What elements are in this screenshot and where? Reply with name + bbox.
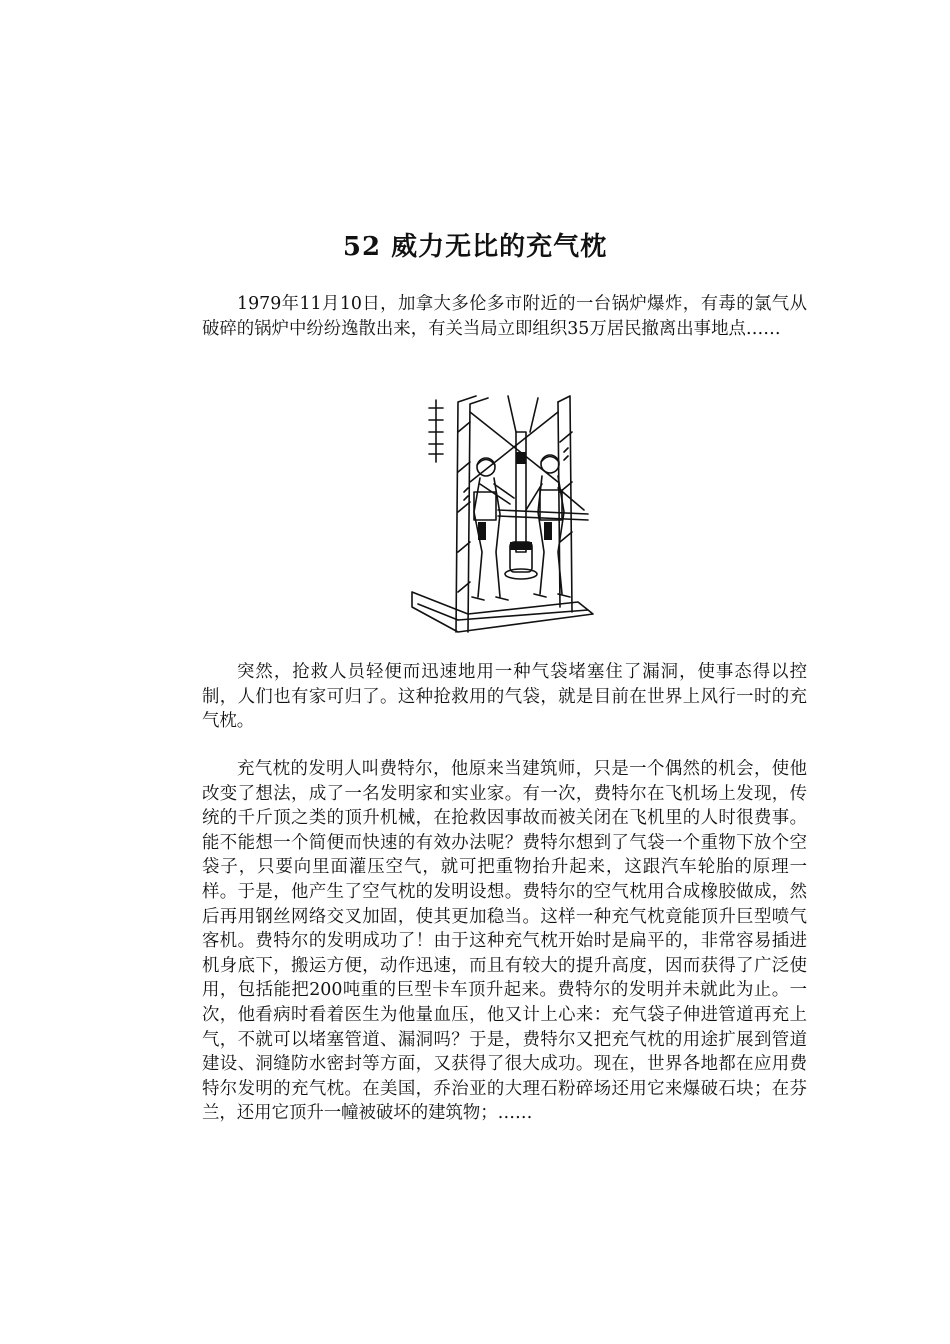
paragraph-1: 1979年11月10日，加拿大多伦多市附近的一台锅炉爆炸，有毒的氯气从破碎的锅炉中纷纷逸散出来，有关当局立即组织35万居民撤离出事地点……: [202, 294, 807, 339]
article-title: 52 威力无比的充气枕: [342, 232, 608, 262]
workers-illustration: [398, 392, 608, 637]
paragraph-2: 突然，抢救人员轻便而迅速地用一种气袋堵塞住了漏洞，使事态得以控制，人们也有家可归了。这种抢救用的气袋，就是目前在世界上风行一时的充气枕。: [202, 662, 807, 732]
paragraph-3: 充气枕的发明人叫费特尔，他原来当建筑师，只是一个偶然的机会，使他改变了想法，成了一名发明家和实业家。有一次，费特尔在飞机场上发现，传统的千斤顶之类的顶升机械，在抢救因事故而被关闭在飞机里的人时很费事。能不能想一个简便而快速的有效办法呢？费特尔想到了气袋一个重物下放个空袋子，只要向里面灌压空气，就可把重物抬升起来，这跟汽车轮胎的原理一样。于是，他产生了空气枕的发明设想。费特尔的空气枕用合成橡胶做成，然后再用钢丝网络交叉加固，使其更加稳当。这样一种充气枕竟能顶升巨型喷气客机。费特尔的发明成功了！由于这种充气枕开始时是扁平的，非常容易插进机身底下，搬运方便，动作迅速，而且有较大的提升高度，因而获得了广泛使用，包括能把200吨重的巨型卡车顶升起来。费特尔的发明并未就此为止。一次，他看病时看着医生为他量血压，他又计上心来：充气袋子伸进管道再充上气，不就可以堵塞管道、漏洞吗？于是，费特尔又把充气枕的用途扩展到管道建设、洞缝防水密封等方面，又获得了很大成功。现在，世界各地都在应用费特尔发明的充气枕。在美国，乔治亚的大理石粉碎场还用它来爆破石块；在芬兰，还用它顶升一幢被破坏的建筑物；……: [202, 759, 807, 1124]
